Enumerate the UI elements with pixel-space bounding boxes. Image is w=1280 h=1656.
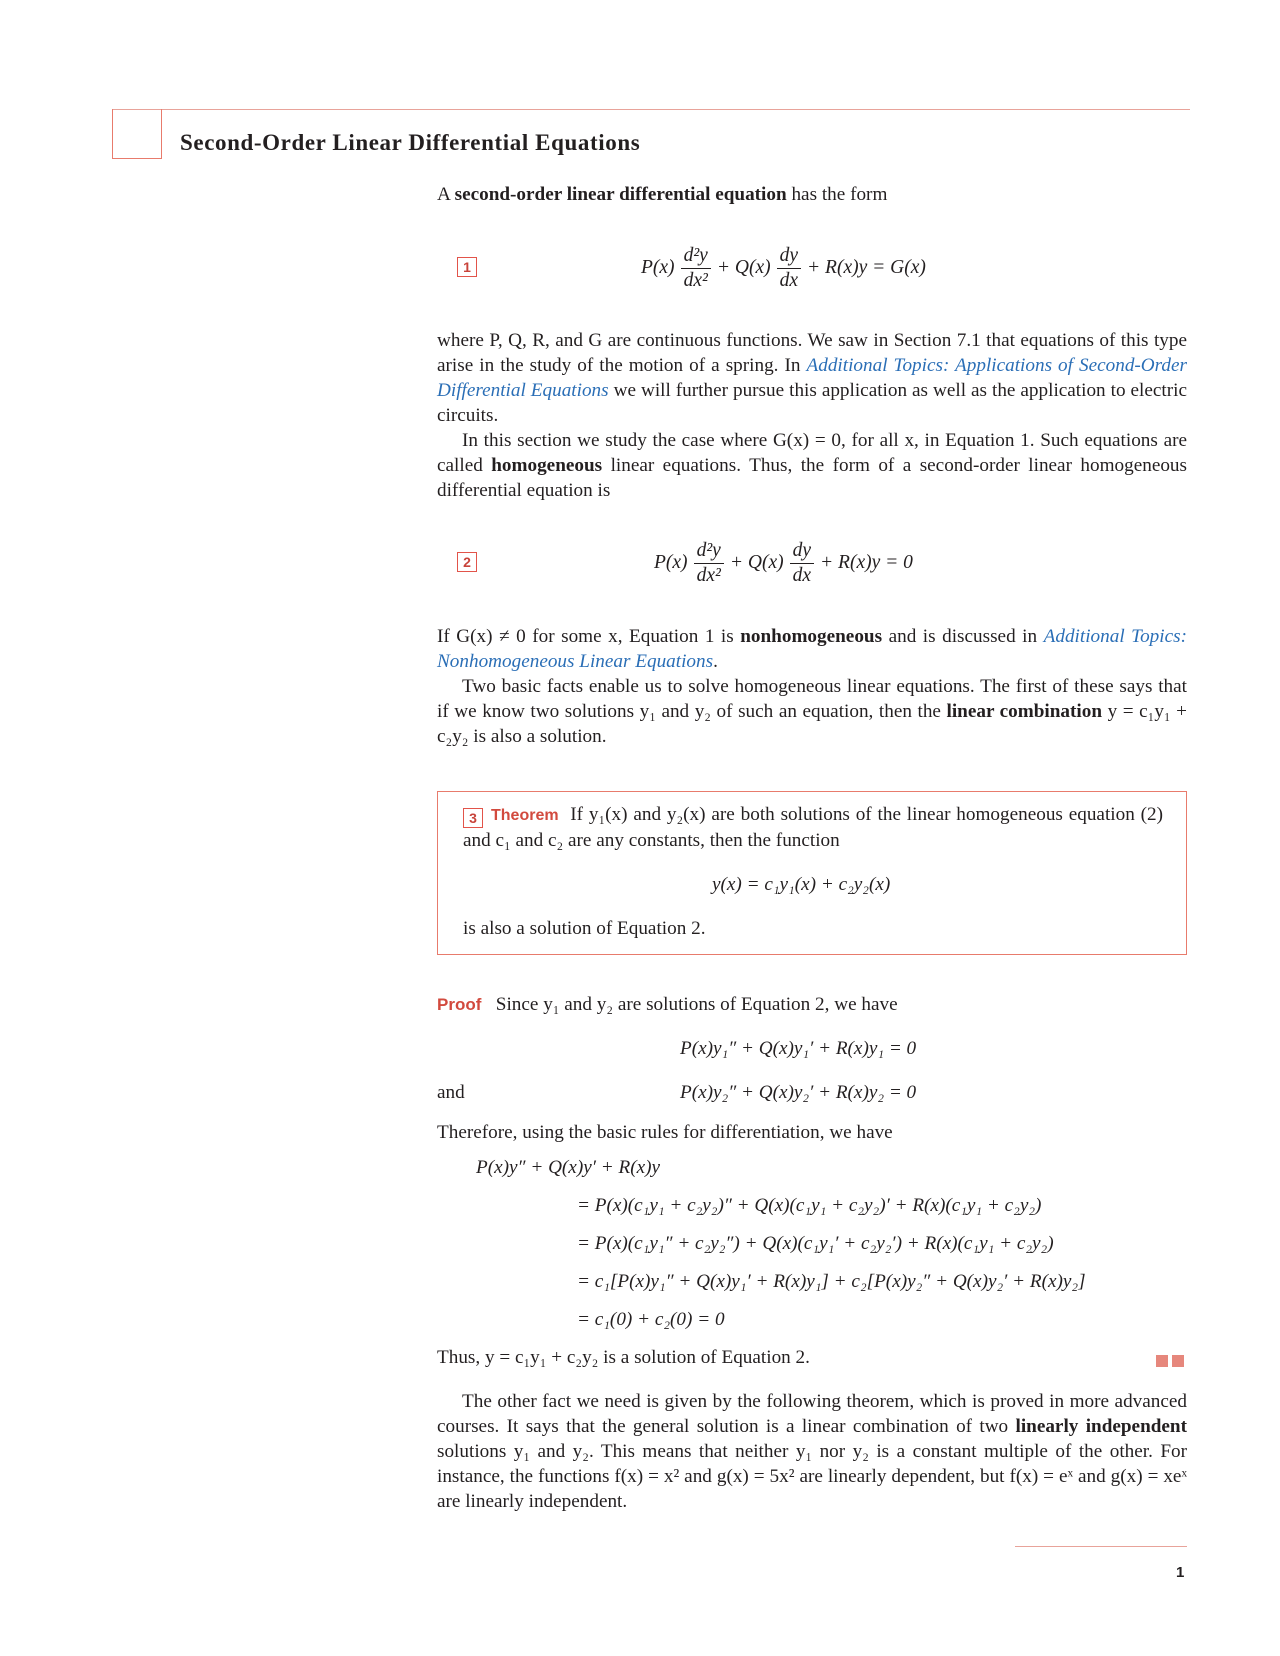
end-of-proof-marker [1156,1354,1188,1372]
proof-and: and [437,1082,465,1103]
link-nonhomogeneous[interactable]: Additional Topics: Nonhomogeneous Linear Equations [437,626,1187,672]
proof-lhs: P(x)y″ + Q(x)y′ + R(x)y [476,1157,661,1178]
proof-therefore: Therefore, using the basic rules for differentiation, we have [437,1122,893,1143]
bottom-rule [1015,1546,1187,1547]
proof-intro: Proof Since y₁ and y₂ are solutions of Equation 2, we have [437,994,898,1015]
section-marker-box [112,109,162,159]
proof-step-3: = c₁[P(x)y₁″ + Q(x)y₁′ + R(x)y₁] + c₂[P(x)y₂″ + Q(x)y₂′ + R(x)y₂] [577,1271,1086,1292]
equation-1: P(x) $\frac{\text{d²y}}{\text{dx²}}$ + Q(x) $\frac{dy}{dx}$ + R(x)y = G(x) [641,245,926,291]
intro-paragraph: A second-order linear differential equation has the form [437,184,888,205]
proof-equation-b: P(x)y₂″ + Q(x)y₂′ + R(x)y₂ = 0 [680,1082,917,1103]
theorem-label: Theorem [491,807,559,824]
proof-label: Proof [437,995,482,1014]
theorem-conclusion: is also a solution of Equation 2. [463,918,706,939]
proof-step-4: = c₁(0) + c₂(0) = 0 [577,1309,725,1330]
proof-step-2: = P(x)(c₁y₁″ + c₂y₂″) + Q(x)(c₁y₁′ + c₂y₂′) + R(x)(c₁y₁ + c₂y₂) [577,1233,1054,1254]
equation-number-1: 1 [457,257,477,277]
proof-thus: Thus, y = c₁y₁ + c₂y₂ is a solution of Equation 2. [437,1347,810,1368]
theorem-number: 3 [463,808,483,828]
section-title: Second-Order Linear Differential Equations [180,130,641,155]
term-homogeneous: homogeneous [491,455,603,476]
term-nonhomogeneous: nonhomogeneous [740,626,883,647]
theorem-equation: y(x) = c₁y₁(x) + c₂y₂(x) [712,874,891,895]
paragraph-2: If G(x) ≠ 0 for some x, Equation 1 is nonhomogeneous and is discussed in Additional Topics: Nonhomogeneous Linear Equations. Two basic facts enable us to solve homogeneous linear equations. The first of these says that if we know two solutions y₁ and y₂ of such an equation, then the linear combination y = c₁y₁ + c₂y₂ is also a solution. [437,626,1187,747]
proof-step-1: = P(x)(c₁y₁ + c₂y₂)″ + Q(x)(c₁y₁ + c₂y₂)′ + R(x)(c₁y₁ + c₂y₂) [577,1195,1042,1216]
top-rule [112,109,1190,110]
proof-equation-a: P(x)y₁″ + Q(x)y₁′ + R(x)y₁ = 0 [680,1038,917,1059]
term-linearly-independent: linearly independent [1015,1416,1187,1437]
equation-2: P(x) $\frac{\text{d²y}}{\text{dx²}}$ + Q(x) $\frac{dy}{dx}$ + R(x)y = 0 [654,540,913,586]
link-applications[interactable]: Additional Topics: Applications of Second-Order Differential Equations [437,355,1187,401]
paragraph-final: The other fact we need is given by the following theorem, which is proved in more advanced courses. It says that the general solution is a linear combination of two linearly independent solutions y₁ and y₂. This means that neither y₁ nor y₂ is a constant multiple of the other. For instance, the functions f(x) = x² and g(x) = 5x² are linearly dependent, but f(x) = eˣ and g(x) = xeˣ are linearly independent. [437,1391,1187,1512]
page-number: 1 [1176,1564,1185,1581]
term-linear-combination: linear combination [946,701,1103,722]
theorem-statement: 3 Theorem If y₁(x) and y₂(x) are both solutions of the linear homogeneous equation (2) and c₁ and c₂ are any constants, then the function [463,804,1163,851]
fraction-d2y-dx2: $\frac{\text{d²y}}{\text{dx²}}$ [681,245,711,291]
fraction-dy-dx: $\frac{dy}{dx}$ [790,540,814,586]
paragraph-1: where P, Q, R, and G are continuous functions. We saw in Section 7.1 that equations of this type arise in the study of the motion of a spring. In Additional Topics: Applications of Second-Order Differential Equations we will further pursue this application as well as the application to electric circuits. In this section we study the case where G(x) = 0, for all x, in Equation 1. Such equations are called homogeneous linear equations. Thus, the form of a second-order linear homogeneous differential equation is [437,330,1187,501]
term-second-order: second-order linear differential equation [454,184,787,205]
fraction-dy-dx: $\frac{dy}{dx}$ [777,245,801,291]
equation-number-2: 2 [457,552,477,572]
fraction-d2y-dx2: $\frac{\text{d²y}}{\text{dx²}}$ [694,540,724,586]
